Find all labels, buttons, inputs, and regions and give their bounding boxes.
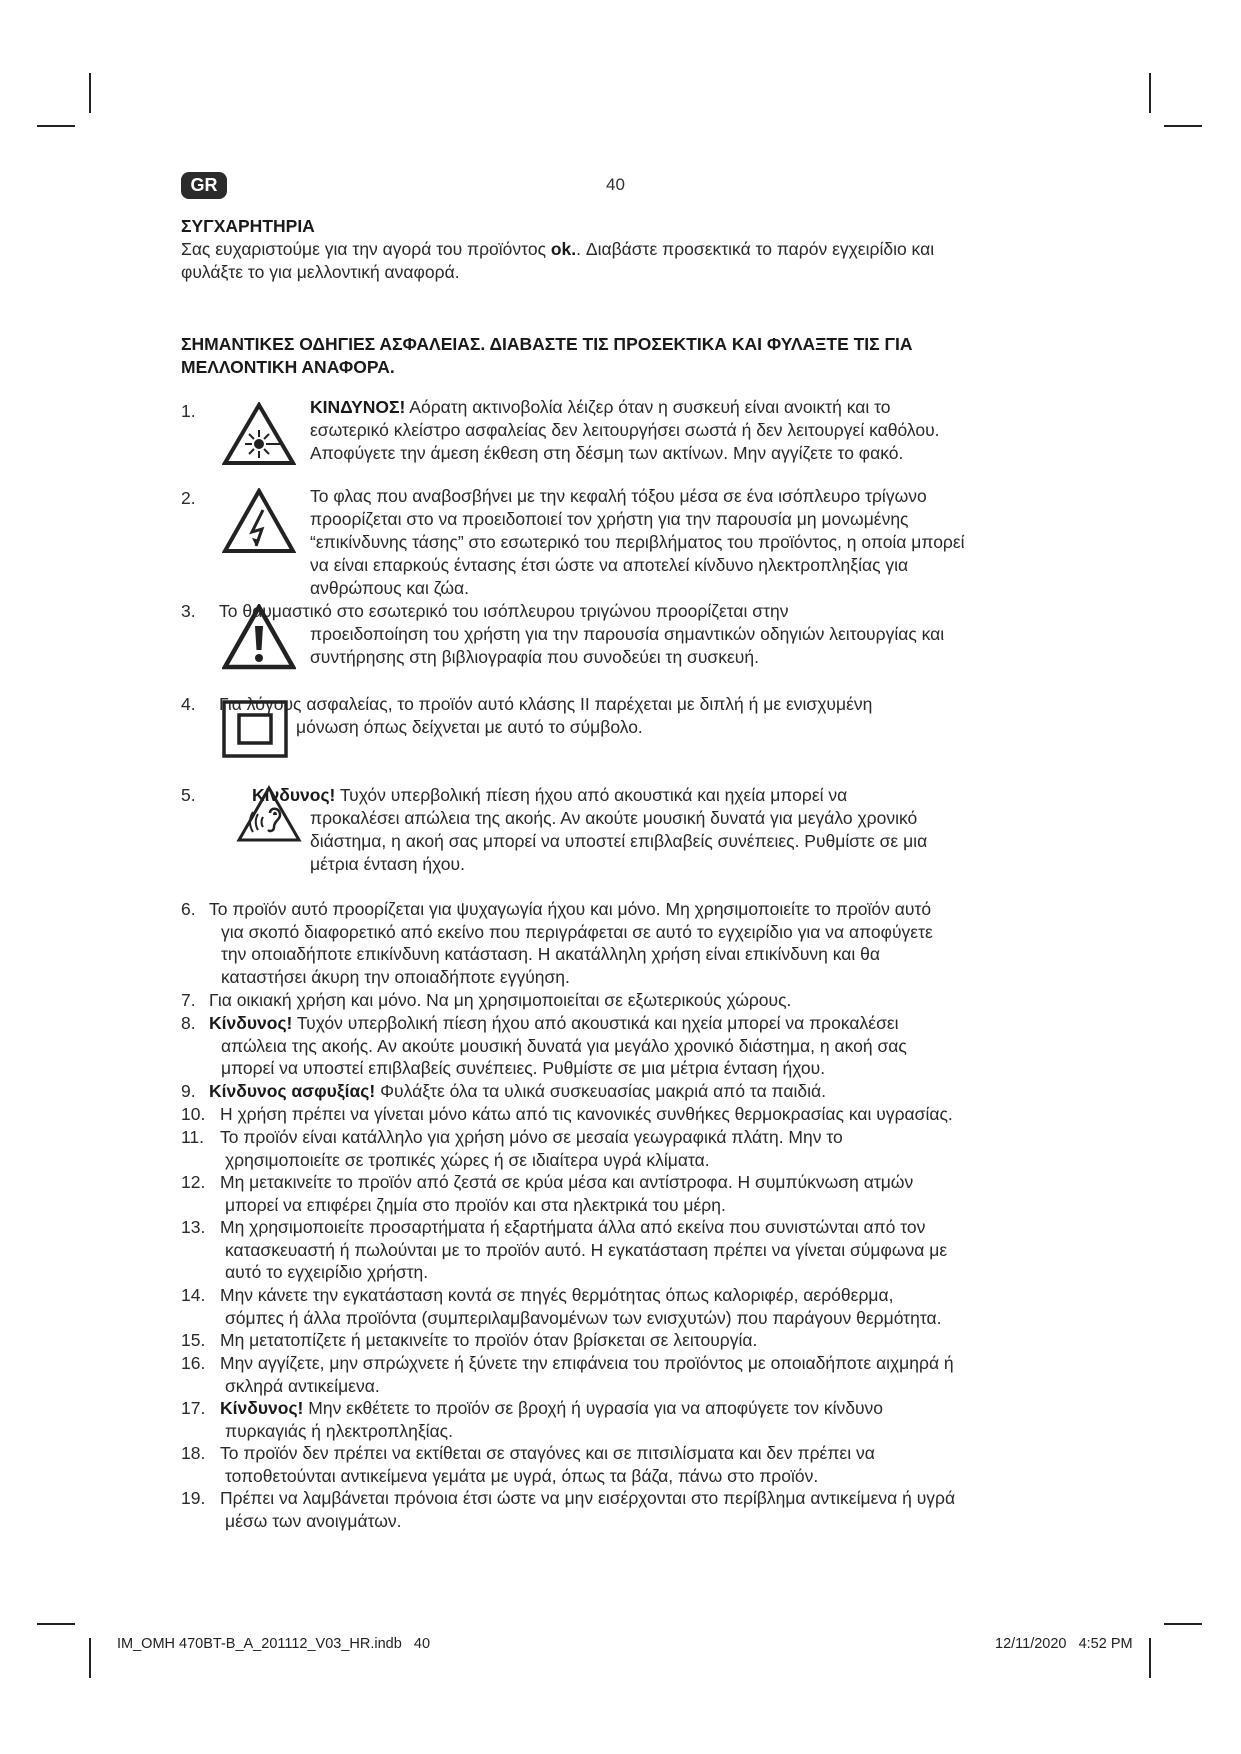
crop-mark [1164, 125, 1202, 127]
page-number: 40 [606, 175, 625, 194]
item-number: 3. [181, 601, 196, 621]
crop-mark [1164, 1623, 1202, 1625]
item-number: 1. [181, 401, 196, 421]
item-text: προκαλέσει απώλεια της ακοής. Αν ακούτε μουσική δυνατά για μεγάλο χρονικό διάστημα, η ακοή σας μπορεί να υποστεί επιβλαβείς συνέπειες. Ρυθμίστε σε μια μέτρια ένταση ήχου. [310, 808, 928, 874]
language-badge: GR [181, 172, 227, 199]
footer-datetime: 12/11/2020 4:52 PM [995, 1636, 1133, 1652]
intro-paragraph: Σας ευχαριστούμε για την αγορά του προϊόντος ok.. Διαβάστε προσεκτικά το παρόν εγχειρίδιο και φυλάξτε το για μελλοντική αναφορά. [181, 239, 935, 282]
item-number: 4. [181, 694, 196, 714]
brand-name: ok. [550, 239, 577, 259]
list-item: 6. Το προϊόν αυτό προορίζεται για ψυχαγωγία ήχου και μόνο. Μη χρησιμοποιείτε το προϊόν αυτό για σκοπό διαφορετικό από εκείνο που περιγράφεται σε αυτό το εγχειρίδιο για να αποφύγετε την οποιαδήποτε επικίνδυνη κατάσταση. Η ακατάλληλη χρήση είναι επικίνδυνη και θα καταστήσει άκυρη την οποιαδήποτε εγγύηση. [181, 899, 933, 988]
item-number: 2. [181, 488, 196, 508]
crop-mark [37, 125, 75, 127]
item-text: μόνωση όπως δείχνεται με αυτό το σύμβολο. [296, 717, 643, 737]
item-first-line: Κίνδυνος! Τυχόν υπερβολική πίεση ήχου από ακουστικά και ηχεία μπορεί να [252, 785, 848, 805]
crop-mark [1149, 73, 1151, 113]
item-first-line: Για λόγους ασφαλείας, το προϊόν αυτό κλάσης II παρέχεται με διπλή ή με ενισχυμένη [219, 694, 873, 714]
item-first-line: Το θαυμαστικό στο εσωτερικό του ισόπλευρου τριγώνου προορίζεται στην [219, 601, 789, 621]
item-text: ΚΙΝΔΥΝΟΣ! Αόρατη ακτινοβολία λέιζερ όταν η συσκευή είναι ανοικτή και το εσωτερικό κλείστρο ασφαλείας δεν λειτουργήσει σωστά ή δεν λειτουργεί καθόλου. Αποφύγετε την άμεση έκθεση στη δέσμη των ακτίνων. Μην αγγίζετε το φακό. [310, 397, 940, 463]
item-text: Το φλας που αναβοσβήνει με την κεφαλή τόξου μέσα σε ένα ισόπλευρο τρίγωνο προορίζεται στο να προειδοποιεί τον χρήστη για την παρουσία μη μονωμένης “επικίνδυνης τάσης” στο εσωτερικό του περιβλήματος του προϊόντος, η οποία μπορεί να είναι επαρκούς έντασης έτσι ώστε να αποτελεί κίνδυνο ηλεκτροπληξίας για ανθρώπους και ζώα. [310, 486, 965, 598]
item-text: προειδοποίηση του χρήστη για την παρουσία σημαντικών οδηγιών λειτουργίας και συντήρησης στη βιβλιογραφία που συνοδεύει τη συσκευή. [310, 624, 945, 667]
safety-title: ΣΗΜΑΝΤΙΚΕΣ ΟΔΗΓΙΕΣ ΑΣΦΑΛΕΙΑΣ. ΔΙΑΒΑΣΤΕ ΤΙΣ ΠΡΟΣΕΚΤΙΚΑ ΚΑΙ ΦΥΛΑΞΤΕ ΤΙΣ ΓΙΑ ΜΕΛΛΟΝΤΙΚΗ ΑΝΑΦΟΡΑ. [181, 334, 913, 377]
crop-mark [1149, 1638, 1151, 1678]
laser-warning-icon [222, 402, 296, 466]
hearing-warning-icon [236, 785, 302, 843]
crop-mark [89, 1638, 91, 1678]
crop-mark [37, 1623, 75, 1625]
exclamation-warning-icon [222, 604, 296, 670]
electric-shock-warning-icon [222, 488, 296, 554]
intro-title: ΣΥΓΧΑΡΗΤΗΡΙΑ [181, 216, 315, 236]
footer-file-info: IM_OMH 470BT-B_A_201112_V03_HR.indb 40 [117, 1636, 431, 1652]
item-number: 5. [181, 785, 196, 805]
double-insulation-icon [222, 700, 288, 758]
crop-mark [89, 73, 91, 113]
